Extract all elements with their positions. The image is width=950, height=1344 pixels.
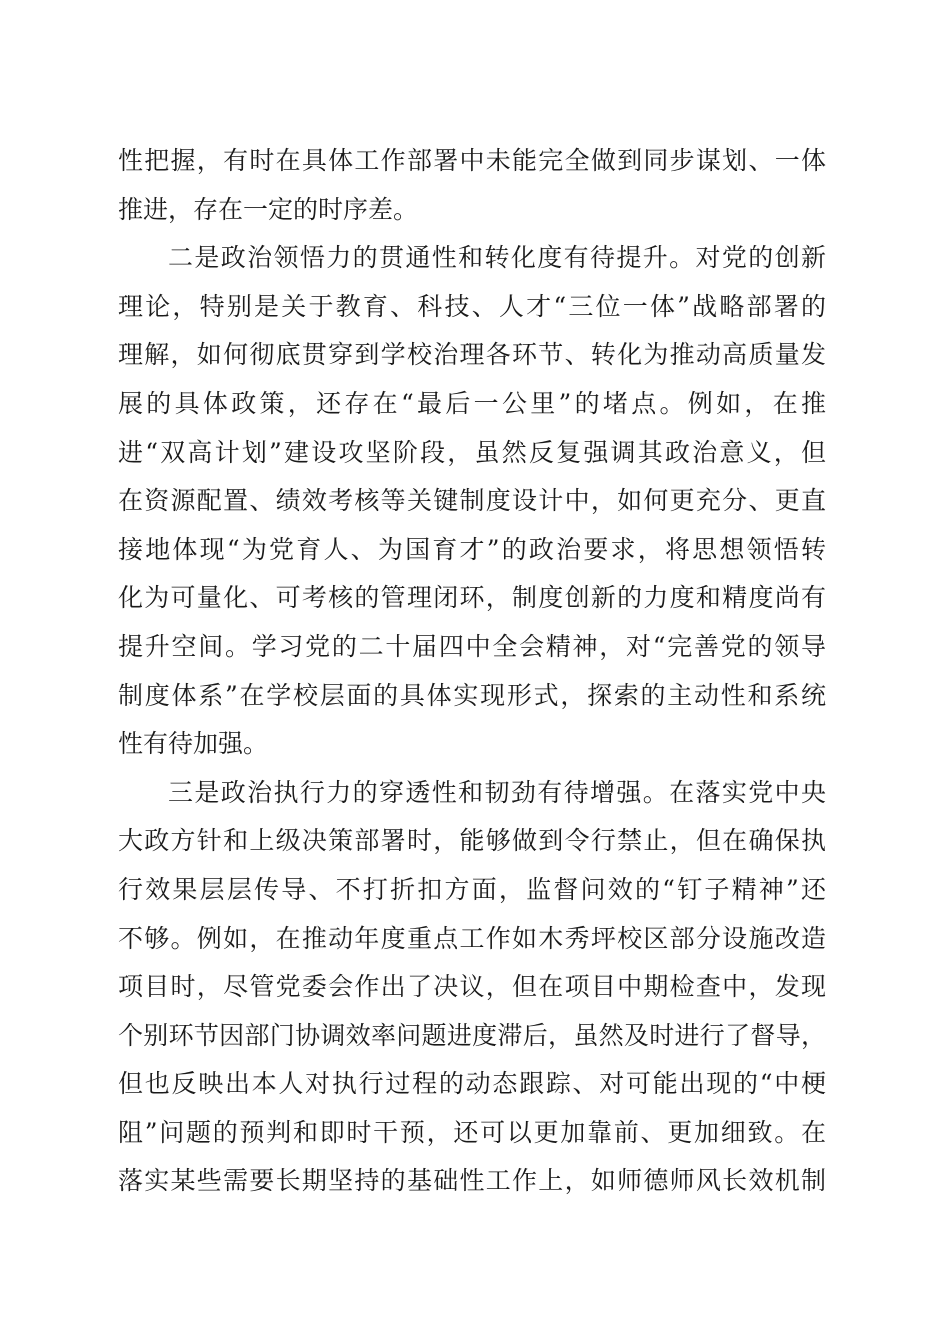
text-line: 落实某些需要长期坚持的基础性工作上，如师德师风长效机制 (118, 1166, 826, 1196)
text-line: 但也反映出本人对执行过程的动态跟踪、对可能出现的“中梗 (118, 1069, 826, 1099)
text-line: 理论，特别是关于教育、科技、人才“三位一体”战略部署的 (118, 291, 826, 321)
text-line: 大政方针和上级决策部署时，能够做到令行禁止，但在确保执 (118, 826, 826, 856)
text-line: 项目时，尽管党委会作出了决议，但在项目中期检查中，发现 (118, 972, 826, 1002)
text-line: 理解，如何彻底贯穿到学校治理各环节、转化为推动高质量发 (118, 340, 826, 370)
text-line: 进“双高计划”建设攻坚阶段，虽然反复强调其政治意义，但 (118, 437, 826, 467)
text-line: 行效果层层传导、不打折扣方面，监督问效的“钉子精神”还 (118, 874, 826, 904)
text-line: 展的具体政策，还存在“最后一公里”的堵点。例如，在推 (118, 388, 826, 418)
text-line: 化为可量化、可考核的管理闭环，制度创新的力度和精度尚有 (118, 583, 826, 613)
text-line: 性有待加强。 (118, 729, 269, 759)
text-line: 性把握，有时在具体工作部署中未能完全做到同步谋划、一体 (118, 146, 826, 175)
paragraph-lead-heading: 二是政治领悟力的贯通性和转化度有待提升。 (168, 243, 696, 273)
document-page (118, 137, 826, 1206)
text-line: 个别环节因部门协调效率问题进度滞后，虽然及时进行了督导， (118, 1020, 826, 1050)
text-line: 制度体系”在学校层面的具体实现形式，探索的主动性和系统 (118, 680, 826, 710)
paragraph-first-line (118, 234, 826, 283)
text-span: 对党的创新 (695, 243, 826, 273)
text-line: 不够。例如，在推动年度重点工作如木秀坪校区部分设施改造 (118, 923, 826, 953)
text-line: 提升空间。学习党的二十届四中全会精神，对“完善党的领导 (118, 631, 826, 661)
paragraph-lead-heading: 三是政治执行力的穿透性和韧劲有待增强。 (168, 777, 670, 807)
text-line: 接地体现“为党育人、为国育才”的政治要求，将思想领悟转 (118, 534, 826, 564)
text-line: 阻”问题的预判和即时干预，还可以更加靠前、更加细致。在 (118, 1117, 826, 1147)
text-line: 推进，存在一定的时序差。 (118, 194, 419, 224)
text-span: 在落实党中央 (669, 777, 826, 807)
text-line: 在资源配置、绩效考核等关键制度设计中，如何更充分、更直 (118, 486, 826, 516)
paragraph-first-line (118, 769, 826, 818)
